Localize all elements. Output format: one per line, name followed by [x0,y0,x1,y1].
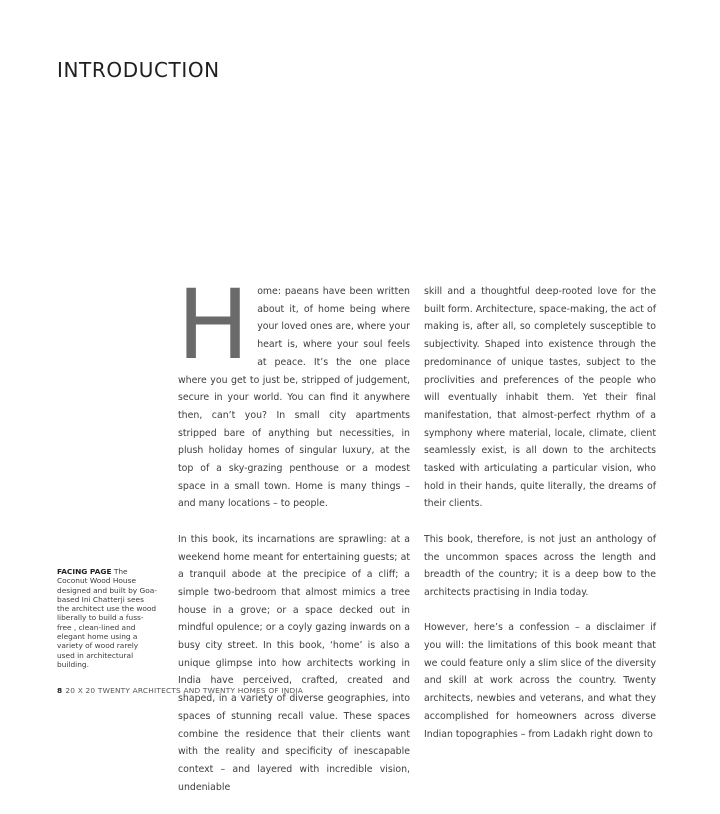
page-footer [57,686,303,695]
caption-text: The Coconut Wood House designed and built by Goa-based Ini Chatterji sees the architect use the wood liberally to build a fuss-free , clean-lined and elegant home using a variety of wood rarely used in architectural building. [57,567,157,669]
running-book-title: 20 X 20 TWENTY ARCHITECTS AND TWENTY HOMES OF INDIA [65,686,304,695]
left-text-column [177,269,410,814]
intro-paragraph-1-text: ome: paeans have been written about it, of home being where your loved ones are, where your heart is, where your soul feels at peace. It’s the one place where you get to just be, stripped of judgement, secure in your world. You can find it anywhere then, can’t you? In small city apartments stripped bare of anything but necessities, in plush holiday homes of singular luxury, at the top of a sky-grazing penthouse or a modest space in a small town. Home is many things – and many locations – to people. [178,286,410,510]
intro-paragraph-4: This book, therefore, is not just an anthology of the uncommon spaces across the length and breadth of the country; it is a deep bow to the architects practising in India today. [424,533,656,598]
facing-page-caption [57,567,157,669]
page-title: INTRODUCTION [57,58,220,82]
intro-paragraph-2: In this book, its incarnations are sprawling: at a weekend home meant for entertaining guests; at a tranquil abode at the precipice of a cliff; a simple two-bedroom that almost mimics a tree house in a grove; or a space decked out in mindful opulence; or a coyly gazing inwards on a busy city street. In this book, ‘home’ is also a unique glimpse into how architects working in India have perceived, crafted, created and shaped, in a variety of diverse geographies, into spaces of stunning recall value. These spaces combine the residence that their clients want with the reality and specificity of inescapable context – and layered with incredible vision, undeniable [178,533,410,793]
page-number: 8 [57,686,63,695]
drop-cap: H [177,269,250,381]
caption-label: FACING PAGE [57,567,112,576]
intro-paragraph-1 [177,269,410,513]
right-text-column [424,283,656,761]
intro-paragraph-5: However, here’s a confession – a disclaimer if you will: the limitations of this book meant that we could feature only a slim slice of the diversity and skill at work across the country. Twenty architects, newbies and veterans, and what they accomplished for homeowners across diverse Indian topographies – from Ladakh right down to [424,622,656,740]
intro-paragraph-3: skill and a thoughtful deep-rooted love for the built form. Architecture, space-making, the act of making is, after all, so completely susceptible to subjectivity. Shaped into existence through the predominance of unique tastes, subject to the proclivities and preferences of the people who will eventually inhabit them. Yet their final manifestation, that almost-perfect rhythm of a symphony where material, locale, climate, client seamlessly exist, is all down to the architects tasked with articulating a particular vision, who hold in their hands, quite literally, the dreams of their clients. [424,286,656,510]
